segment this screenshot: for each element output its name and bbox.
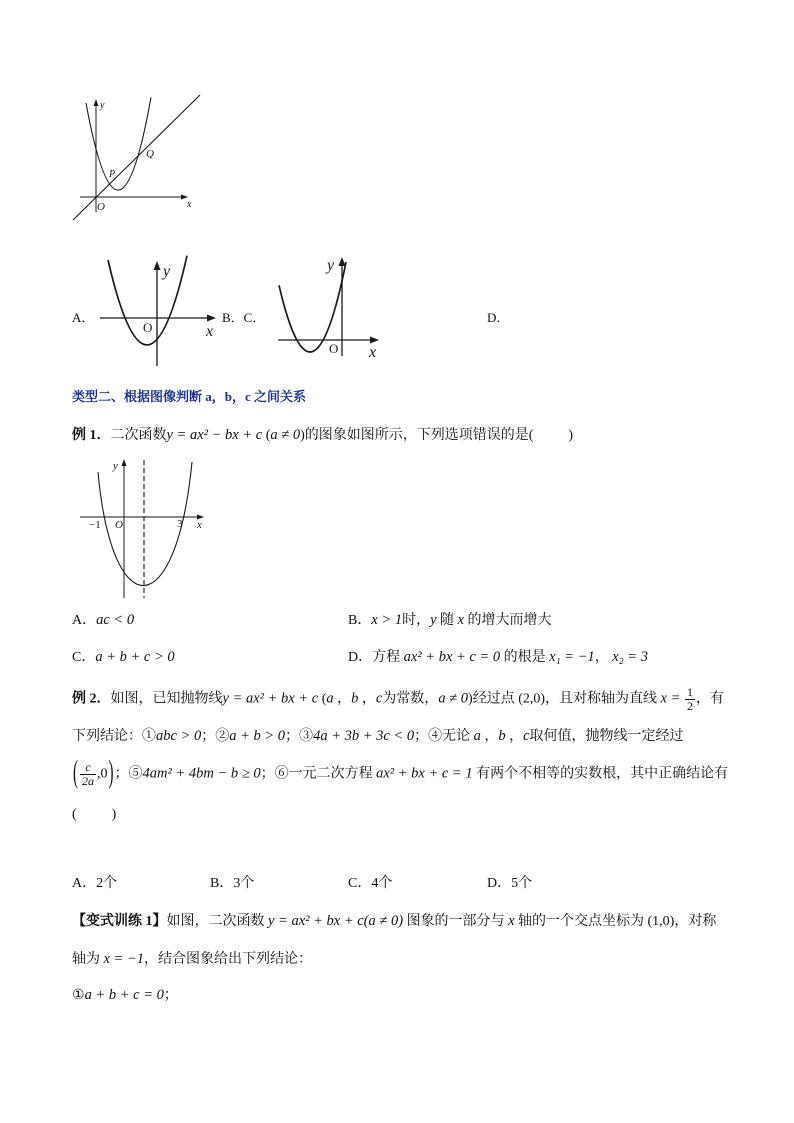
text-segment: )经过点 (2,0)，且对称轴为直线 xyxy=(468,691,661,707)
text-segment: 图象的一部分与 xyxy=(403,914,509,929)
math-expression: ax² + bx + c = 0 xyxy=(403,649,501,665)
math-expression: x > 1 xyxy=(371,612,403,628)
example2-option-c: C．4个 xyxy=(348,876,393,891)
bold-label: 【变式训练 1】 xyxy=(72,914,167,929)
text-segment: 的增大而增大 xyxy=(463,613,552,628)
math-expression: a xyxy=(473,728,481,744)
variant-training-line-1 xyxy=(72,911,716,932)
text-segment: 二次函数 xyxy=(110,428,167,443)
math-expression: a ≠ 0 xyxy=(270,427,301,443)
example2-line-2 xyxy=(72,726,684,747)
text-segment: ， xyxy=(505,729,524,744)
text-segment: ( ) xyxy=(72,807,117,822)
origin-label: O xyxy=(329,341,339,356)
text-segment: 轴为 xyxy=(72,952,104,967)
x-axis-label: x xyxy=(369,344,377,361)
math-expression: b xyxy=(351,690,359,707)
example1-option-d xyxy=(348,647,648,668)
y-axis-arrow xyxy=(122,459,127,466)
tick-label-neg-one: −1 xyxy=(89,519,101,531)
x-axis-label: x xyxy=(206,323,214,340)
section-heading: 类型二、根据图像判断 a，b，c 之间关系 xyxy=(72,389,307,404)
example2-answer-blank xyxy=(72,805,116,825)
math-expression: abc > 0 xyxy=(156,728,202,744)
y-axis-label: y xyxy=(163,263,171,280)
x-axis-arrow xyxy=(207,315,216,322)
text-segment: ；④无论 xyxy=(414,729,474,744)
y-axis-arrow xyxy=(154,261,161,270)
math-expression: b xyxy=(498,728,506,744)
math-expression: ac < 0 xyxy=(96,612,135,628)
example2-option-a: A．2个 xyxy=(72,876,118,891)
math-expression: c xyxy=(375,690,383,707)
origin-label: O xyxy=(115,519,123,531)
x-axis-label: x xyxy=(197,519,202,531)
fraction-denominator: 2 xyxy=(687,699,694,713)
math-expression: a + b + c > 0 xyxy=(95,649,175,665)
text-segment: ；⑤ xyxy=(114,766,143,782)
math-expression: y = ax² + bx + c xyxy=(222,690,319,707)
math-expression: a xyxy=(326,690,334,707)
math-expression: x = −1 xyxy=(103,951,145,967)
text-segment: ， xyxy=(594,650,613,665)
text-segment: 有两个不相等的实数根，其中正确结论有 xyxy=(472,766,729,782)
point-p-label: P xyxy=(109,169,116,180)
text-segment: ， xyxy=(333,691,352,707)
y-axis-arrow xyxy=(339,257,346,266)
text-segment: 轴的一个交点坐标为 (1,0)，对称 xyxy=(514,914,717,929)
text-segment: ，有 xyxy=(696,691,725,707)
variant-training-line-3 xyxy=(72,985,178,1006)
text-segment: A． xyxy=(72,613,97,628)
math-expression: x₂ = 3 xyxy=(612,649,648,665)
origin-label: O xyxy=(97,201,105,213)
math-expression: y = ax² + bx + c(a ≠ 0) xyxy=(268,913,404,929)
text-segment: 下列结论：① xyxy=(72,729,156,744)
point-q-label: Q xyxy=(146,148,154,160)
math-expression: y = ax² − bx + c xyxy=(166,427,263,443)
math-expression: 4am² + 4bm − b ≥ 0 xyxy=(142,765,261,782)
text-segment: 的根是 xyxy=(500,650,550,665)
math-expression: c xyxy=(523,728,530,744)
figure-option-a xyxy=(100,256,216,366)
fraction-numerator: c xyxy=(80,761,96,775)
example1-option-a xyxy=(72,610,134,631)
fraction xyxy=(685,686,695,713)
example2-option-b: B．3个 xyxy=(210,876,255,891)
text-segment: 如图，二次函数 xyxy=(166,914,268,929)
fraction-numerator: 1 xyxy=(687,685,694,699)
open-paren: ( xyxy=(73,756,78,791)
math-expression: a ≠ 0 xyxy=(438,690,469,707)
text-segment: ； xyxy=(163,988,178,1003)
fraction xyxy=(80,761,96,788)
text-segment: 随 xyxy=(436,613,458,628)
text-segment: ① xyxy=(72,988,85,1003)
example1-option-c xyxy=(72,647,175,668)
x-axis-arrow xyxy=(370,337,379,344)
example2-option-d: D．5个 xyxy=(487,876,533,891)
math-expression: x xyxy=(457,612,464,628)
text-segment: ， xyxy=(358,691,376,707)
text-segment: ；② xyxy=(201,729,230,744)
option-a-label: A． xyxy=(72,310,95,325)
bold-label: 例 1． xyxy=(72,428,111,443)
text-segment: ， xyxy=(480,729,499,744)
x-axis-label: x xyxy=(187,199,192,210)
text-segment: C． xyxy=(72,650,96,665)
figure-example1 xyxy=(80,459,204,598)
text-segment: )的图象如图所示，下列选项错误的是( ) xyxy=(300,428,574,443)
text-segment: B． xyxy=(348,613,372,628)
example1-stem xyxy=(72,425,573,446)
text-segment: 时， xyxy=(402,613,431,628)
example2-line-3 xyxy=(72,756,729,791)
fraction-denominator: 2a xyxy=(82,774,94,788)
example2-line-1 xyxy=(72,686,724,713)
y-axis-label: y xyxy=(100,100,105,111)
text-segment: ；⑥一元二次方程 xyxy=(260,766,377,782)
figure-option-c xyxy=(278,257,379,361)
math-expression: 4a + 3b + 3c < 0 xyxy=(313,728,415,744)
parabola-curve xyxy=(279,262,346,352)
math-expression: x xyxy=(508,913,515,929)
tick-label-three: 3 xyxy=(177,518,183,530)
math-expression: x₁ = −1 xyxy=(549,649,595,665)
text-segment: ( xyxy=(318,691,327,707)
figure-parabola-line xyxy=(73,95,200,220)
bold-label: 例 2． xyxy=(72,691,111,707)
option-bc-label: B．C． xyxy=(222,310,266,325)
math-expression: a + b + c = 0 xyxy=(84,987,164,1003)
text-segment: D．方程 xyxy=(348,650,404,665)
y-axis-label: y xyxy=(113,460,118,472)
close-paren: ) xyxy=(108,756,114,791)
math-expression: x = xyxy=(660,690,685,707)
text-segment: ；③ xyxy=(285,729,314,744)
option-d-label: D． xyxy=(487,310,510,325)
origin-label: O xyxy=(143,320,153,335)
straight-line xyxy=(73,95,200,220)
text-segment: ，结合图象给出下列结论： xyxy=(144,952,313,967)
y-axis-label: y xyxy=(327,257,335,274)
y-axis-arrow xyxy=(94,99,99,106)
point-coordinate-rest: ,0 xyxy=(97,766,108,782)
math-expression: y xyxy=(430,612,437,628)
example1-option-b xyxy=(348,610,551,631)
variant-training-line-2 xyxy=(72,949,312,970)
text-segment: 如图，已知抛物线 xyxy=(110,691,223,707)
math-expression: ax² + bx + c = 1 xyxy=(376,765,473,782)
text-segment: ( xyxy=(262,428,271,443)
text-segment: 取何值，抛物线一定经过 xyxy=(529,729,684,744)
text-segment: 为常数， xyxy=(382,691,439,707)
point-expression xyxy=(72,756,115,791)
math-expression: a + b > 0 xyxy=(229,728,286,744)
